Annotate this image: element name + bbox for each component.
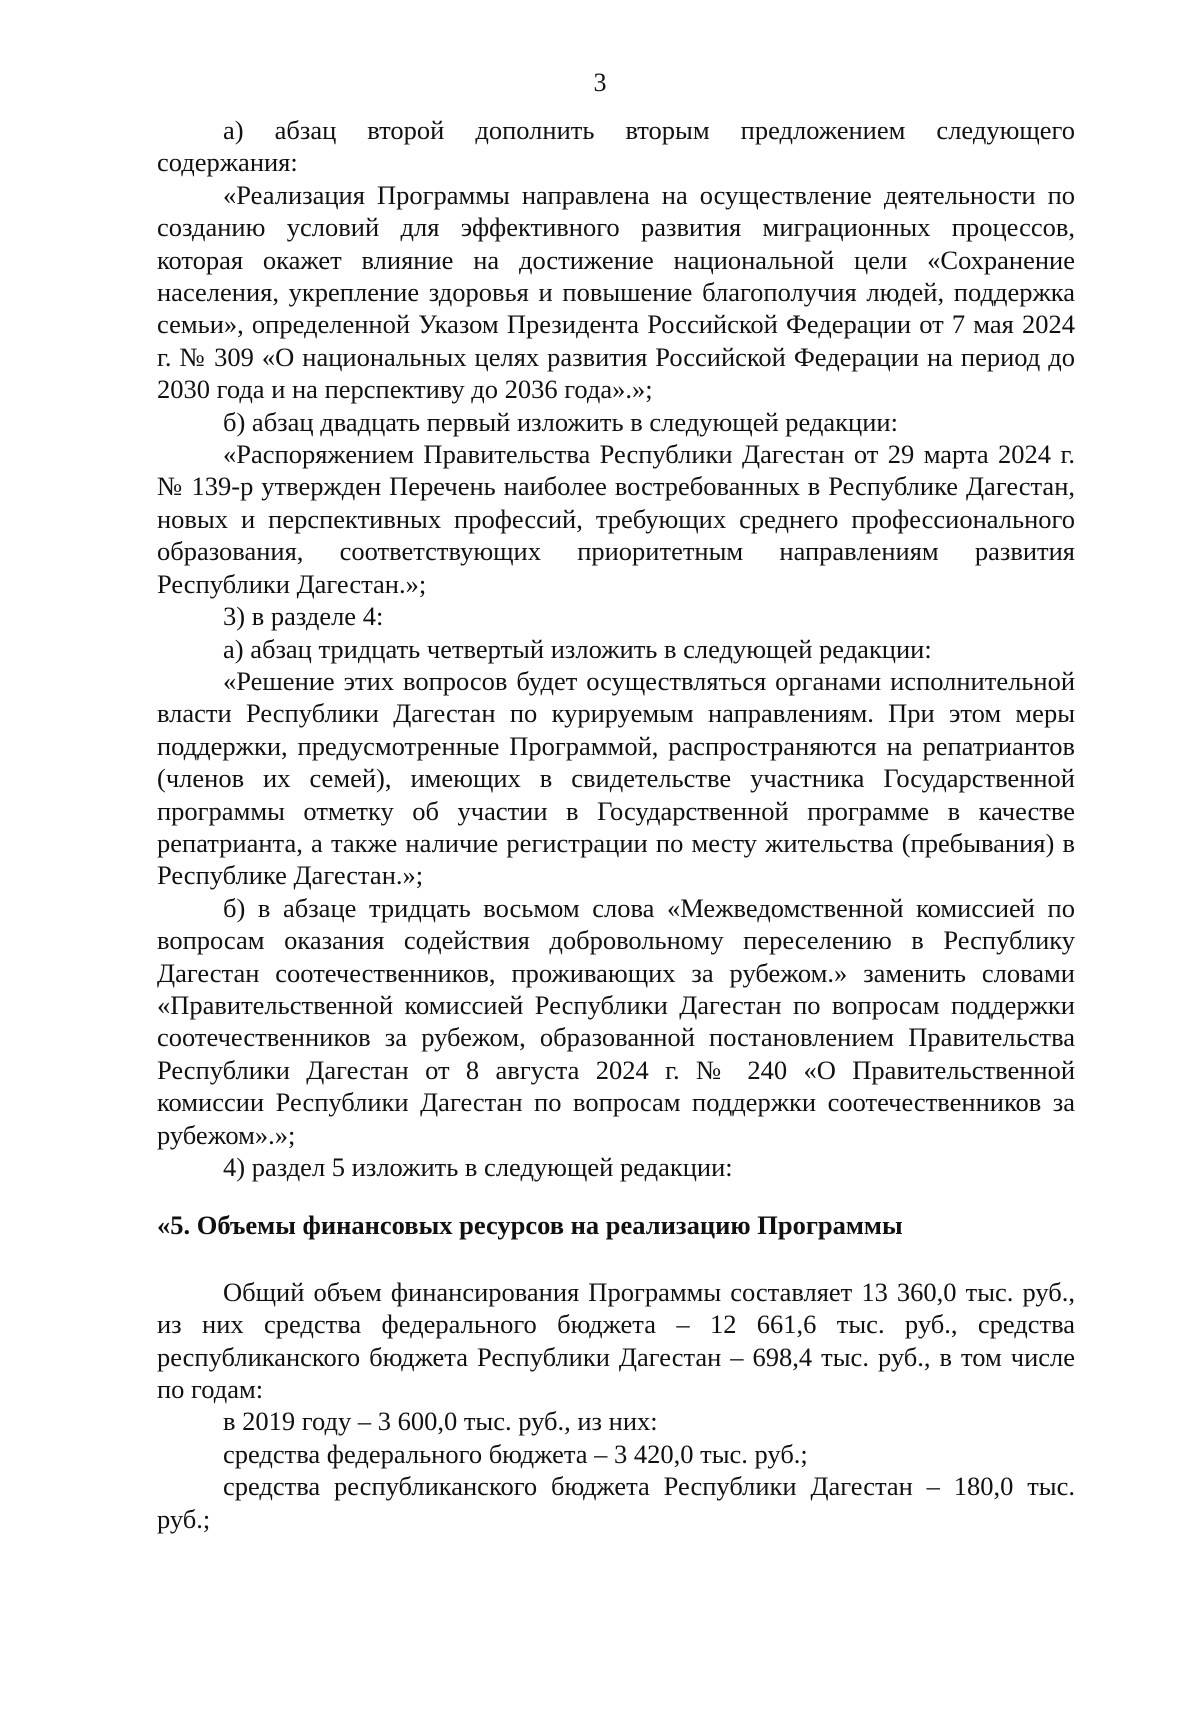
paragraph: в 2019 году – 3 600,0 тыс. руб., из них: xyxy=(223,1406,658,1437)
paragraph: а) абзац тридцать четвертый изложить в следующей редакции: xyxy=(223,633,932,664)
paragraph: средства республиканского бюджета Республики Дагестан – 180,0 тыс. руб.; xyxy=(157,1471,1075,1534)
paragraph: Общий объем финансирования Программы составляет 13 360,0 тыс. руб., из них средства федерального бюджета – 12 661,6 тыс. руб., средства республиканского бюджета Республики Дагестан – 698,4 тыс. руб., в том числе по годам: xyxy=(157,1276,1075,1405)
paragraph: б) абзац двадцать первый изложить в следующей редакции: xyxy=(223,406,898,437)
paragraph: б) в абзаце тридцать восьмом слова «Межведомственной комиссией по вопросам оказания содействия добровольному переселению в Республику Дагестан соотечественников, проживающих за рубежом.» заменить словами «Правительственной комиссией Республики Дагестан по вопросам поддержки соотечественников за рубежом, образованной постановлением Правительства Республики Дагестан от 8 августа 2024 г. № 240 «О Правительственной комиссии Республики Дагестан по вопросам поддержки соотечественников за рубежом».»; xyxy=(157,892,1075,1150)
paragraph: «Распоряжением Правительства Республики Дагестан от 29 марта 2024 г. № 139-р утвержден Перечень наиболее востребованных в Республике Дагестан, новых и перспективных профессий, требующих среднего профессионального образования, соответствующих приоритетным направлениям развития Республики Дагестан.»; xyxy=(157,439,1075,599)
paragraph: 3) в разделе 4: xyxy=(223,601,384,632)
paragraph: «Реализация Программы направлена на осуществление деятельности по созданию условий для эффективного развития миграционных процессов, которая окажет влияние на достижение национальной цели «Сохранение населения, укрепление здоровья и повышение благополучия людей, поддержка семьи», определенной Указом Президента Российской Федерации от 7 мая 2024 г. № 309 «О национальных целях развития Российской Федерации на период до 2030 года и на перспективу до 2036 года».»; xyxy=(157,179,1075,405)
document-body xyxy=(157,114,1075,1535)
paragraph: средства федерального бюджета – 3 420,0 тыс. руб.; xyxy=(223,1438,808,1469)
paragraph: а) абзац второй дополнить вторым предложением следующего содержания: xyxy=(157,115,1075,178)
section-heading: «5. Объемы финансовых ресурсов на реализацию Программы xyxy=(157,1210,903,1241)
paragraph: 4) раздел 5 изложить в следующей редакции: xyxy=(223,1152,733,1182)
page-number: 3 xyxy=(593,68,607,97)
paragraph: «Решение этих вопросов будет осуществляться органами исполнительной власти Республики Дагестан по курируемым направлениям. При этом меры поддержки, предусмотренные Программой, распространяются на репатриантов (членов их семей), имеющих в свидетельстве участника Государственной программы отметку об участии в Государственной программе в качестве репатрианта, а также наличие регистрации по месту жительства (пребывания) в Республике Дагестан.»; xyxy=(157,665,1075,891)
